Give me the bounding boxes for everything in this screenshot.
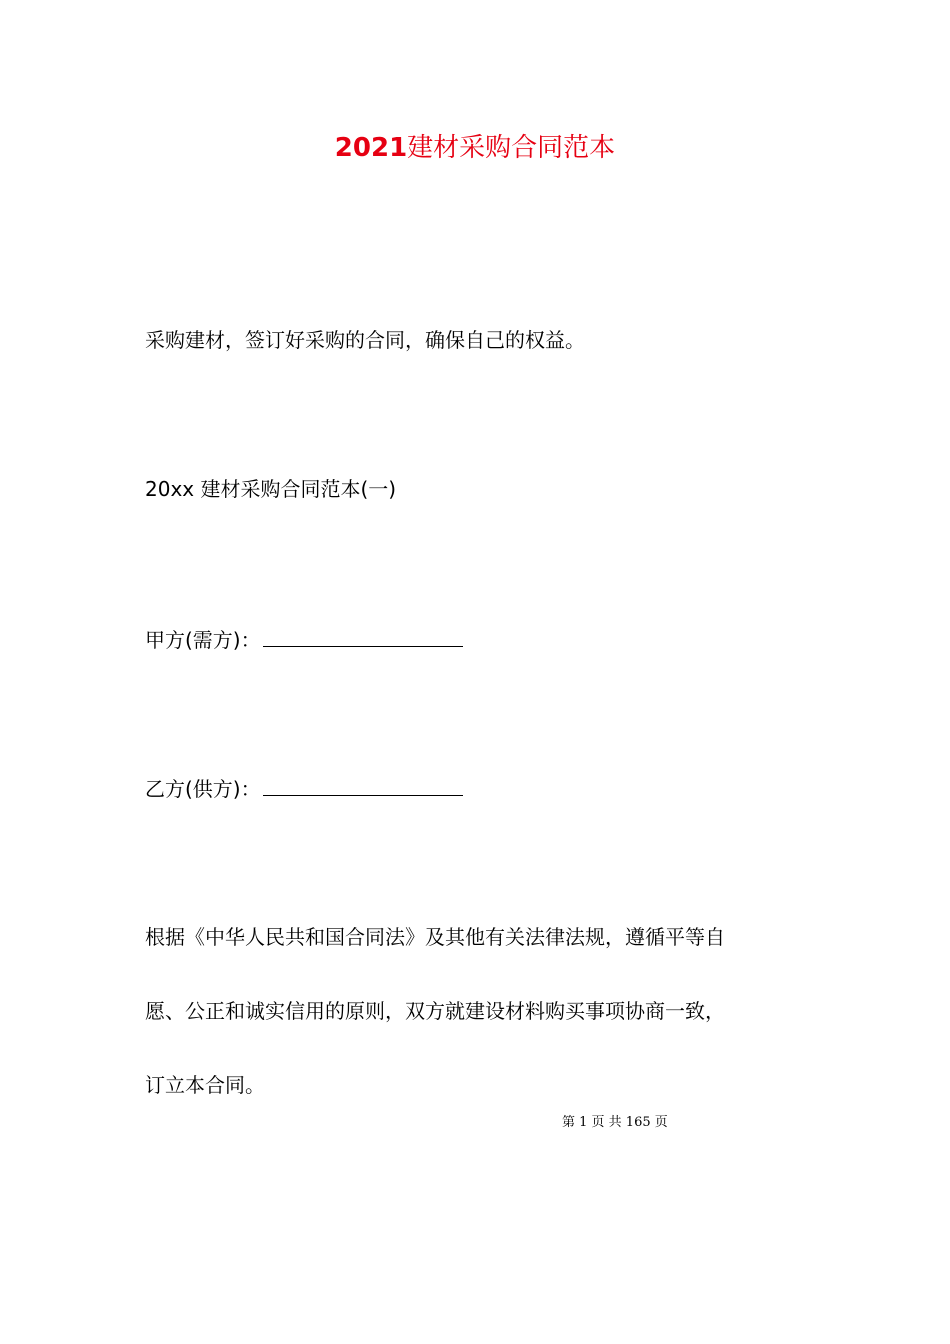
party-a-label: 甲方(需方)： bbox=[145, 628, 261, 652]
party-b-line bbox=[145, 773, 463, 804]
party-a-line bbox=[145, 624, 463, 655]
party-b-blank[interactable] bbox=[263, 773, 463, 796]
paragraph-line-1: 根据《中华人民共和国合同法》及其他有关法律法规，遵循平等自 bbox=[145, 925, 725, 949]
title-text: 建材采购合同范本 bbox=[407, 133, 616, 163]
contract-subtitle: 20xx 建材采购合同范本(一) bbox=[145, 477, 397, 501]
paragraph-line-2: 愿、公正和诚实信用的原则，双方就建设材料购买事项协商一致， bbox=[145, 999, 725, 1023]
document-title bbox=[0, 130, 950, 166]
paragraph-line-3: 订立本合同。 bbox=[145, 1073, 265, 1097]
intro-text: 采购建材，签订好采购的合同，确保自己的权益。 bbox=[145, 328, 585, 352]
title-year: 2021 bbox=[334, 133, 408, 163]
page-number: 第 1 页 共 165 页 bbox=[562, 1115, 668, 1130]
party-b-label: 乙方(供方)： bbox=[145, 777, 261, 801]
party-a-blank[interactable] bbox=[263, 624, 463, 647]
